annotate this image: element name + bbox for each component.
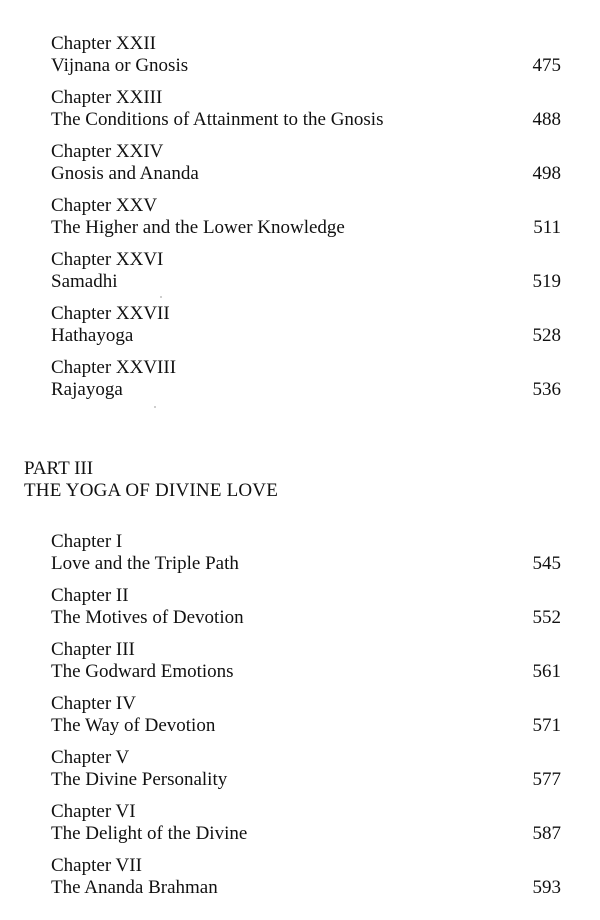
- toc-entry: [51, 33, 561, 77]
- chapter-number: Chapter VI: [51, 801, 136, 822]
- toc-entry: [51, 357, 561, 401]
- toc-entry: [51, 639, 561, 683]
- chapter-title: Vijnana or Gnosis: [51, 55, 189, 76]
- page-number: 577: [532, 769, 561, 790]
- page-number: 561: [532, 661, 561, 682]
- toc-entry: [51, 693, 561, 737]
- chapter-title: Rajayoga: [51, 379, 123, 400]
- page-number: 552: [532, 607, 561, 628]
- page-number: 593: [532, 877, 561, 898]
- chapter-number: Chapter IV: [51, 693, 136, 714]
- page-number: 498: [532, 163, 561, 184]
- toc-entry: [51, 801, 561, 845]
- chapter-number: Chapter XXIII: [51, 87, 163, 108]
- chapter-number: Chapter XXIV: [51, 141, 164, 162]
- part-label: PART III: [24, 458, 94, 479]
- part-heading: [24, 458, 278, 502]
- scan-speck: [160, 296, 162, 298]
- toc-entry: [51, 87, 561, 131]
- toc-entry: [51, 195, 561, 239]
- chapter-number: Chapter XXVIII: [51, 357, 177, 378]
- toc-entry: [51, 249, 561, 293]
- chapter-title: The Ananda Brahman: [51, 877, 218, 898]
- chapter-number: Chapter VII: [51, 855, 142, 876]
- chapter-number: Chapter I: [51, 531, 123, 552]
- chapter-number: Chapter XXII: [51, 33, 156, 54]
- chapter-number: Chapter V: [51, 747, 130, 768]
- chapter-number: Chapter II: [51, 585, 129, 606]
- chapter-title: Gnosis and Ananda: [51, 163, 199, 184]
- page-number: 528: [532, 325, 561, 346]
- page-number: 475: [532, 55, 561, 76]
- page-number: 571: [532, 715, 561, 736]
- page-number: 587: [532, 823, 561, 844]
- chapter-title: Hathayoga: [51, 325, 134, 346]
- page-number: 488: [532, 109, 561, 130]
- chapter-title: The Higher and the Lower Knowledge: [51, 217, 345, 238]
- chapter-number: Chapter XXV: [51, 195, 158, 216]
- page-number: 519: [532, 271, 561, 292]
- toc-entry: [51, 531, 561, 575]
- chapter-title: Love and the Triple Path: [51, 553, 239, 574]
- chapter-title: The Delight of the Divine: [51, 823, 248, 844]
- chapter-title: The Godward Emotions: [51, 661, 234, 682]
- chapter-title: The Conditions of Attainment to the Gnosis: [51, 109, 384, 130]
- toc-entry: [51, 855, 561, 899]
- toc-entry: [51, 141, 561, 185]
- chapter-number: Chapter III: [51, 639, 135, 660]
- chapter-number: Chapter XXVI: [51, 249, 164, 270]
- toc-entry: [51, 303, 561, 347]
- toc-entry: [51, 585, 561, 629]
- page-number: 536: [532, 379, 561, 400]
- chapter-title: Samadhi: [51, 271, 118, 292]
- chapter-title: The Divine Personality: [51, 769, 228, 790]
- part-title: THE YOGA OF DIVINE LOVE: [24, 480, 279, 501]
- chapter-title: The Motives of Devotion: [51, 607, 244, 628]
- page-number: 545: [532, 553, 561, 574]
- page-number: 511: [533, 217, 561, 238]
- scan-speck: [154, 406, 156, 408]
- chapter-number: Chapter XXVII: [51, 303, 170, 324]
- chapter-title: The Way of Devotion: [51, 715, 216, 736]
- toc-entry: [51, 747, 561, 791]
